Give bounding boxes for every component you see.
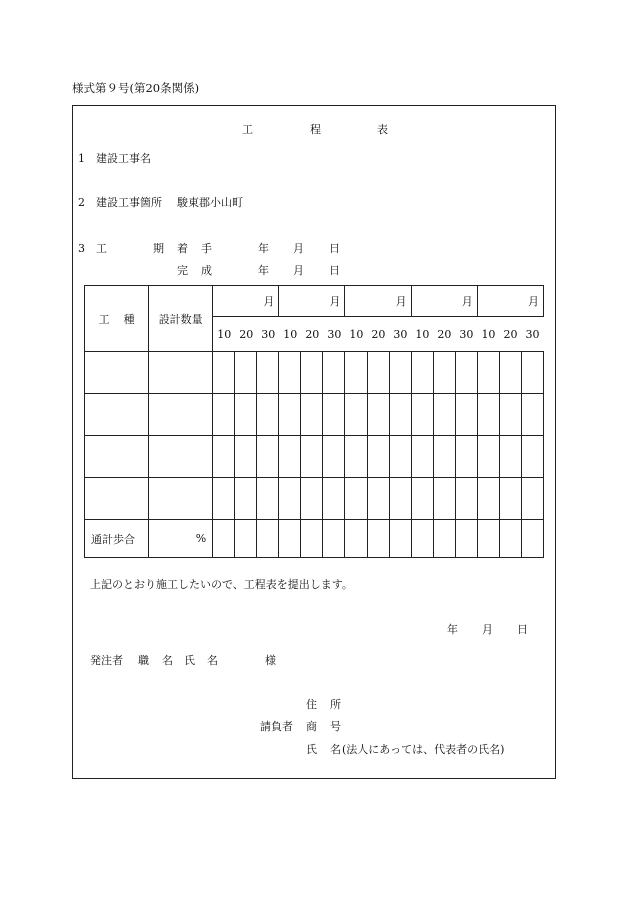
col-header-work-type (85, 286, 149, 352)
day-label: 10 (283, 327, 298, 341)
schedule-cell[interactable] (477, 394, 499, 436)
schedule-cell[interactable] (367, 394, 389, 436)
statement-text: 上記のとおり施工したいので、工程表を提出します。 (90, 578, 353, 591)
schedule-cell[interactable] (433, 436, 455, 478)
schedule-cell[interactable] (279, 352, 301, 394)
schedule-cell[interactable] (213, 436, 235, 478)
schedule-cell[interactable] (257, 520, 279, 558)
schedule-cell[interactable] (477, 478, 499, 520)
schedule-cell[interactable] (477, 520, 499, 558)
month-header-3: 月 (345, 286, 411, 317)
orderer-label: 発注者 (90, 654, 123, 667)
schedule-cell[interactable] (213, 478, 235, 520)
schedule-cell[interactable] (323, 478, 345, 520)
schedule-cell[interactable] (411, 394, 433, 436)
schedule-cell[interactable] (345, 520, 367, 558)
table-row (85, 394, 544, 436)
item3-label-char-1: 工 (96, 242, 107, 255)
item2-number: 2 (78, 196, 85, 209)
orderer-title-char-4: 名 (207, 654, 218, 667)
schedule-cell[interactable] (411, 520, 433, 558)
schedule-cell[interactable] (367, 478, 389, 520)
month-header-5: 月 (477, 286, 543, 317)
schedule-cell[interactable] (411, 478, 433, 520)
schedule-cell[interactable] (257, 352, 279, 394)
item1-label: 建設工事名 (96, 152, 151, 165)
day-label: 30 (459, 327, 474, 341)
total-label: 通計歩合 (85, 520, 149, 558)
schedule-cell[interactable] (323, 352, 345, 394)
schedule-cell[interactable] (279, 436, 301, 478)
schedule-cell[interactable] (455, 394, 477, 436)
day-label: 20 (371, 327, 386, 341)
schedule-cell[interactable] (345, 394, 367, 436)
quantity-cell[interactable] (149, 352, 213, 394)
schedule-cell[interactable] (367, 436, 389, 478)
orderer-title-char-2: 名 (162, 654, 173, 667)
schedule-cell[interactable] (499, 394, 521, 436)
total-row (85, 520, 544, 558)
date-month-unit: 月 (482, 623, 493, 636)
trade-char-1: 商 (306, 720, 317, 733)
name-char-2: 名 (330, 743, 341, 756)
end-char-2: 成 (201, 264, 212, 277)
day-label: 20 (503, 327, 518, 341)
schedule-cell[interactable] (389, 478, 411, 520)
schedule-cell[interactable] (213, 520, 235, 558)
trade-char-2: 号 (330, 720, 341, 733)
table-header-row (85, 286, 544, 317)
schedule-cell[interactable] (433, 394, 455, 436)
schedule-cell[interactable] (499, 352, 521, 394)
work-type-cell[interactable] (85, 478, 149, 520)
end-char-1: 完 (177, 264, 188, 277)
month-header-1: 月 (213, 286, 279, 317)
form-label: 様式第９号(第20条関係) (72, 81, 200, 95)
quantity-cell[interactable] (149, 436, 213, 478)
title-char-3: 表 (377, 123, 388, 136)
schedule-cell[interactable] (455, 436, 477, 478)
day-label: 30 (327, 327, 342, 341)
schedule-cell[interactable] (345, 436, 367, 478)
day-label: 10 (217, 327, 232, 341)
schedule-cell[interactable] (477, 352, 499, 394)
schedule-cell[interactable] (345, 478, 367, 520)
schedule-cell[interactable] (411, 436, 433, 478)
day-label: 10 (481, 327, 496, 341)
table-row (85, 436, 544, 478)
day-labels-cell (213, 317, 544, 352)
address-char-1: 住 (306, 698, 317, 711)
schedule-cell[interactable] (499, 520, 521, 558)
schedule-cell[interactable] (323, 520, 345, 558)
schedule-cell[interactable] (455, 520, 477, 558)
name-char-1: 氏 (306, 743, 317, 756)
schedule-cell[interactable] (213, 394, 235, 436)
month-header-2: 月 (279, 286, 345, 317)
schedule-cell[interactable] (433, 352, 455, 394)
start-month-unit: 月 (293, 242, 304, 255)
name-note: (法人にあっては、代表者の氏名) (342, 743, 505, 756)
schedule-cell[interactable] (301, 394, 323, 436)
title-char-1: 工 (242, 123, 253, 136)
contractor-label: 請負者 (260, 720, 293, 733)
schedule-cell[interactable] (521, 520, 543, 558)
day-label: 30 (393, 327, 408, 341)
schedule-cell[interactable] (345, 352, 367, 394)
table-row (85, 352, 544, 394)
address-char-2: 所 (330, 698, 341, 711)
col-header-design-quantity: 設計数量 (149, 286, 213, 352)
end-month-unit: 月 (293, 264, 304, 277)
work-type-cell[interactable] (85, 394, 149, 436)
month-header-4: 月 (411, 286, 477, 317)
orderer-honorific: 様 (265, 654, 276, 667)
total-percent: % (149, 520, 213, 558)
schedule-cell[interactable] (301, 478, 323, 520)
item1-number: 1 (78, 152, 85, 165)
schedule-cell[interactable] (323, 394, 345, 436)
schedule-cell[interactable] (389, 352, 411, 394)
schedule-cell[interactable] (301, 436, 323, 478)
schedule-cell[interactable] (367, 520, 389, 558)
schedule-cell[interactable] (455, 478, 477, 520)
quantity-cell[interactable] (149, 394, 213, 436)
schedule-cell[interactable] (455, 352, 477, 394)
schedule-cell[interactable] (257, 394, 279, 436)
work-type-cell[interactable] (85, 352, 149, 394)
start-day-unit: 日 (329, 242, 340, 255)
schedule-cell[interactable] (301, 352, 323, 394)
col1-char-1: 工 (98, 312, 110, 326)
col1-char-2: 種 (123, 312, 135, 326)
schedule-cell[interactable] (389, 394, 411, 436)
item3-number: 3 (78, 242, 85, 255)
schedule-cell[interactable] (499, 478, 521, 520)
schedule-cell[interactable] (433, 478, 455, 520)
date-year-unit: 年 (447, 623, 458, 636)
schedule-cell[interactable] (257, 436, 279, 478)
schedule-cell[interactable] (389, 520, 411, 558)
schedule-cell[interactable] (235, 520, 257, 558)
item2-label: 建設工事箇所 (96, 196, 162, 209)
schedule-cell[interactable] (323, 436, 345, 478)
schedule-cell[interactable] (477, 436, 499, 478)
date-day-unit: 日 (517, 623, 528, 636)
schedule-cell[interactable] (367, 352, 389, 394)
schedule-cell[interactable] (235, 352, 257, 394)
item3-label-char-2: 期 (153, 242, 164, 255)
table-row (85, 478, 544, 520)
schedule-cell[interactable] (213, 352, 235, 394)
schedule-cell[interactable] (257, 478, 279, 520)
schedule-cell[interactable] (301, 520, 323, 558)
day-label: 10 (349, 327, 364, 341)
schedule-cell[interactable] (389, 436, 411, 478)
orderer-title-char-1: 職 (138, 654, 149, 667)
schedule-cell[interactable] (433, 520, 455, 558)
schedule-cell[interactable] (279, 478, 301, 520)
day-label: 30 (261, 327, 276, 341)
day-label: 20 (437, 327, 452, 341)
orderer-title-char-3: 氏 (184, 654, 195, 667)
schedule-cell[interactable] (235, 478, 257, 520)
schedule-cell[interactable] (279, 394, 301, 436)
work-type-cell[interactable] (85, 436, 149, 478)
schedule-cell[interactable] (521, 352, 543, 394)
title-char-2: 程 (310, 123, 321, 136)
schedule-cell[interactable] (235, 394, 257, 436)
schedule-cell[interactable] (279, 520, 301, 558)
start-char-1: 着 (177, 242, 188, 255)
end-day-unit: 日 (329, 264, 340, 277)
schedule-cell[interactable] (521, 394, 543, 436)
start-char-2: 手 (201, 242, 212, 255)
schedule-cell[interactable] (499, 436, 521, 478)
schedule-cell[interactable] (235, 436, 257, 478)
day-label: 20 (305, 327, 320, 341)
item2-value: 駿東郡小山町 (177, 196, 243, 209)
start-year-unit: 年 (258, 242, 269, 255)
day-label: 10 (415, 327, 430, 341)
schedule-cell[interactable] (521, 436, 543, 478)
schedule-cell[interactable] (521, 478, 543, 520)
schedule-cell[interactable] (411, 352, 433, 394)
day-label: 20 (239, 327, 254, 341)
quantity-cell[interactable] (149, 478, 213, 520)
schedule-table (84, 285, 544, 558)
day-label: 30 (525, 327, 540, 341)
end-year-unit: 年 (258, 264, 269, 277)
